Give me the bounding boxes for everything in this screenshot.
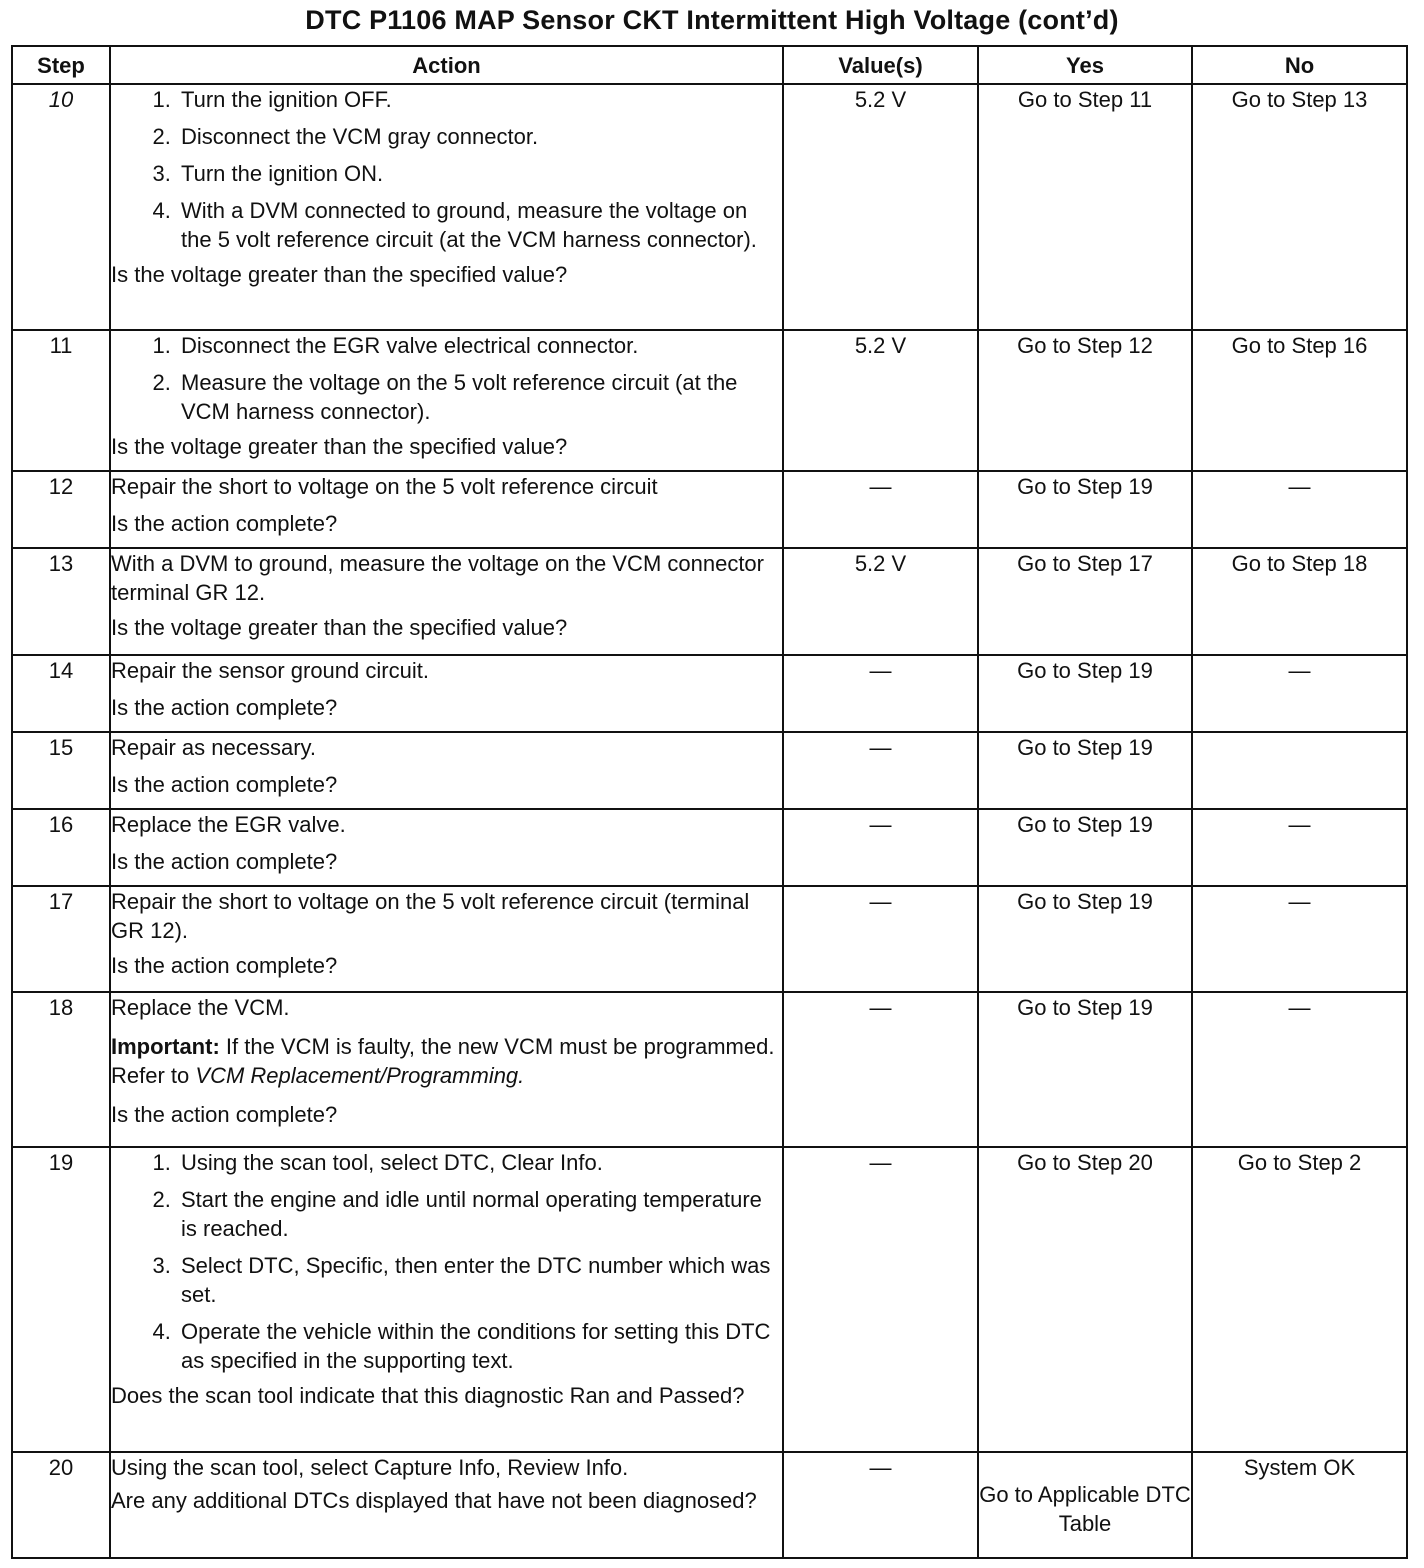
yes-cell: Go to Step 11: [978, 84, 1192, 330]
header-action: Action: [110, 46, 783, 84]
value-cell: —: [783, 992, 978, 1147]
action-question: Is the action complete?: [111, 953, 338, 978]
table-row: [12, 992, 1407, 1147]
action-steps: [111, 1148, 782, 1375]
action-cell: [110, 1147, 783, 1452]
diagnostic-table: [11, 45, 1408, 1559]
no-cell: Go to Step 2: [1192, 1147, 1407, 1452]
action-text: Replace the VCM.: [111, 995, 290, 1020]
no-cell: Go to Step 13: [1192, 84, 1407, 330]
action-cell: [110, 1452, 783, 1558]
step-number: 11: [12, 330, 110, 471]
action-text: With a DVM to ground, measure the voltage on the VCM connector terminal GR 12.: [111, 551, 764, 605]
yes-cell: Go to Step 19: [978, 655, 1192, 732]
action-question: Is the action complete?: [111, 511, 338, 536]
step-number: 18: [12, 992, 110, 1147]
no-cell: —: [1192, 655, 1407, 732]
action-step: 2. Disconnect the VCM gray connector.: [177, 122, 782, 151]
important-label: Important:: [111, 1034, 220, 1059]
action-text: Repair the sensor ground circuit.: [111, 658, 429, 683]
step-number: 20: [12, 1452, 110, 1558]
no-cell: Go to Step 16: [1192, 330, 1407, 471]
action-step: 4. With a DVM connected to ground, measure the voltage on the 5 volt reference circuit (at the VCM harness connector).: [177, 196, 782, 254]
table-row: [12, 886, 1407, 992]
step-number: 13: [12, 548, 110, 655]
reference-link[interactable]: VCM Replacement/Programming.: [195, 1063, 525, 1088]
action-step: 4. Operate the vehicle within the conditions for setting this DTC as specified in the supporting text.: [177, 1317, 782, 1375]
action-cell: [110, 809, 783, 886]
no-cell: —: [1192, 809, 1407, 886]
step-number: 19: [12, 1147, 110, 1452]
important-text: If the VCM is faulty, the new VCM must be programmed. Refer to: [111, 1034, 775, 1088]
value-cell: 5.2 V: [783, 330, 978, 471]
table-row: [12, 655, 1407, 732]
header-no: No: [1192, 46, 1407, 84]
step-number: 16: [12, 809, 110, 886]
table-row: [12, 1147, 1407, 1452]
action-step: 3. Select DTC, Specific, then enter the DTC number which was set.: [177, 1251, 782, 1309]
action-text: Repair the short to voltage on the 5 volt reference circuit: [111, 474, 658, 499]
action-step: 1. Turn the ignition OFF.: [177, 85, 782, 114]
no-cell: —: [1192, 471, 1407, 548]
action-text: Using the scan tool, select Capture Info, Review Info.: [111, 1455, 629, 1480]
step-number: 10: [12, 84, 110, 330]
action-question: Does the scan tool indicate that this diagnostic Ran and Passed?: [111, 1383, 745, 1408]
action-question: Is the voltage greater than the specified value?: [111, 434, 568, 459]
no-cell: —: [1192, 886, 1407, 992]
yes-cell: Go to Step 19: [978, 471, 1192, 548]
action-question: Is the action complete?: [111, 1102, 338, 1127]
yes-cell: Go to Applicable DTC Table: [978, 1452, 1192, 1558]
action-question: Is the voltage greater than the specified value?: [111, 615, 568, 640]
table-row: [12, 330, 1407, 471]
action-step: 2. Measure the voltage on the 5 volt reference circuit (at the VCM harness connector).: [177, 368, 782, 426]
value-cell: —: [783, 471, 978, 548]
value-cell: —: [783, 732, 978, 809]
important-note: [111, 1032, 782, 1090]
action-text: Repair as necessary.: [111, 735, 317, 760]
table-row: [12, 548, 1407, 655]
step-number: 14: [12, 655, 110, 732]
header-yes: Yes: [978, 46, 1192, 84]
action-question: Are any additional DTCs displayed that have not been diagnosed?: [111, 1488, 757, 1513]
action-question: Is the action complete?: [111, 849, 338, 874]
action-step: 1. Using the scan tool, select DTC, Clear Info.: [177, 1148, 782, 1177]
step-number: 17: [12, 886, 110, 992]
step-number: 15: [12, 732, 110, 809]
table-row: [12, 1452, 1407, 1558]
value-cell: —: [783, 886, 978, 992]
value-cell: —: [783, 655, 978, 732]
value-cell: 5.2 V: [783, 548, 978, 655]
action-cell: [110, 732, 783, 809]
action-steps: [111, 331, 782, 426]
value-cell: —: [783, 1452, 978, 1558]
action-step: 1. Disconnect the EGR valve electrical connector.: [177, 331, 782, 360]
table-row: [12, 471, 1407, 548]
table-header-row: [12, 46, 1407, 84]
value-cell: —: [783, 809, 978, 886]
action-question: Is the voltage greater than the specified value?: [111, 262, 568, 287]
yes-cell: Go to Step 19: [978, 809, 1192, 886]
action-question: Is the action complete?: [111, 772, 338, 797]
value-cell: —: [783, 1147, 978, 1452]
no-cell: System OK: [1192, 1452, 1407, 1558]
action-text: Replace the EGR valve.: [111, 812, 346, 837]
action-steps: [111, 85, 782, 254]
action-cell: [110, 84, 783, 330]
action-question: Is the action complete?: [111, 695, 338, 720]
action-cell: [110, 330, 783, 471]
yes-cell: Go to Step 20: [978, 1147, 1192, 1452]
action-cell: [110, 548, 783, 655]
action-step: 3. Turn the ignition ON.: [177, 159, 782, 188]
action-text: Repair the short to voltage on the 5 volt reference circuit (terminal GR 12).: [111, 889, 750, 943]
table-row: [12, 732, 1407, 809]
no-cell: —: [1192, 992, 1407, 1147]
table-row: [12, 84, 1407, 330]
header-step: Step: [12, 46, 110, 84]
action-cell: [110, 471, 783, 548]
yes-cell: Go to Step 17: [978, 548, 1192, 655]
no-cell: [1192, 732, 1407, 809]
action-cell: [110, 655, 783, 732]
yes-cell: Go to Step 19: [978, 886, 1192, 992]
table-row: [12, 809, 1407, 886]
value-cell: 5.2 V: [783, 84, 978, 330]
page-title: DTC P1106 MAP Sensor CKT Intermittent High Voltage (cont’d): [305, 5, 1119, 35]
yes-cell: Go to Step 12: [978, 330, 1192, 471]
yes-cell: Go to Step 19: [978, 732, 1192, 809]
action-cell: [110, 992, 783, 1147]
header-values: Value(s): [783, 46, 978, 84]
action-step: 2. Start the engine and idle until normal operating temperature is reached.: [177, 1185, 782, 1243]
no-cell: Go to Step 18: [1192, 548, 1407, 655]
step-number: 12: [12, 471, 110, 548]
action-cell: [110, 886, 783, 992]
yes-cell: Go to Step 19: [978, 992, 1192, 1147]
